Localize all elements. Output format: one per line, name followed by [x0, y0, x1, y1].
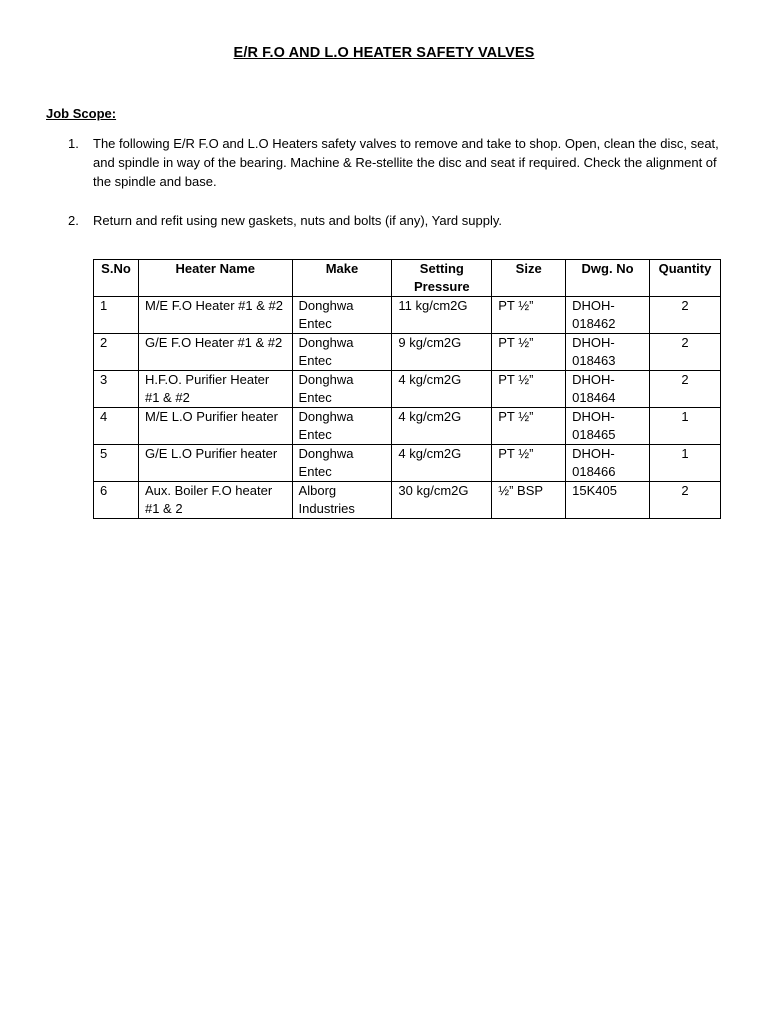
cell-size: PT ½” — [492, 408, 566, 445]
table-row — [94, 297, 721, 334]
cell-heater-name: Aux. Boiler F.O heater #1 & 2 — [138, 482, 292, 519]
cell-sno: 2 — [94, 334, 139, 371]
cell-heater-name: M/E F.O Heater #1 & #2 — [138, 297, 292, 334]
header-quantity: Quantity — [649, 260, 720, 297]
cell-make: Donghwa Entec — [292, 334, 392, 371]
table-row — [94, 482, 721, 519]
cell-quantity: 2 — [649, 297, 720, 334]
cell-setting-pressure: 11 kg/cm2G — [392, 297, 492, 334]
cell-heater-name: H.F.O. Purifier Heater #1 & #2 — [138, 371, 292, 408]
cell-dwg-no: DHOH-018465 — [566, 408, 650, 445]
cell-sno: 5 — [94, 445, 139, 482]
cell-make: Donghwa Entec — [292, 445, 392, 482]
cell-sno: 6 — [94, 482, 139, 519]
scope-item-text: The following E/R F.O and L.O Heaters safety valves to remove and take to shop. Open, clean the disc, seat, and spindle in way of the bearing. Machine & Re-stellite the disc and seat if required. Check the alignment of the spindle and base. — [93, 136, 719, 189]
header-sno: S.No — [94, 260, 139, 297]
cell-make: Donghwa Entec — [292, 297, 392, 334]
cell-size: PT ½” — [492, 297, 566, 334]
job-scope-heading: Job Scope: — [46, 106, 117, 121]
cell-heater-name: M/E L.O Purifier heater — [138, 408, 292, 445]
scope-item-text: Return and refit using new gaskets, nuts and bolts (if any), Yard supply. — [93, 213, 502, 228]
safety-valves-table — [93, 259, 721, 519]
cell-quantity: 1 — [649, 408, 720, 445]
table-row — [94, 371, 721, 408]
cell-make: Donghwa Entec — [292, 408, 392, 445]
header-dwg-no: Dwg. No — [566, 260, 650, 297]
cell-dwg-no: DHOH-018464 — [566, 371, 650, 408]
cell-heater-name: G/E F.O Heater #1 & #2 — [138, 334, 292, 371]
cell-dwg-no: DHOH-018463 — [566, 334, 650, 371]
table-row — [94, 334, 721, 371]
header-make: Make — [292, 260, 392, 297]
document-title: E/R F.O AND L.O HEATER SAFETY VALVES — [233, 45, 535, 61]
cell-setting-pressure: 4 kg/cm2G — [392, 371, 492, 408]
cell-dwg-no: DHOH-018462 — [566, 297, 650, 334]
cell-setting-pressure: 30 kg/cm2G — [392, 482, 492, 519]
header-heater-name: Heater Name — [138, 260, 292, 297]
scope-item-number: 2. — [68, 213, 79, 228]
cell-size: PT ½” — [492, 371, 566, 408]
cell-setting-pressure: 4 kg/cm2G — [392, 408, 492, 445]
cell-size: ½” BSP — [492, 482, 566, 519]
cell-quantity: 2 — [649, 334, 720, 371]
cell-sno: 1 — [94, 297, 139, 334]
cell-make: Alborg Industries — [292, 482, 392, 519]
cell-size: PT ½” — [492, 334, 566, 371]
table-row — [94, 408, 721, 445]
table-row — [94, 445, 721, 482]
table-header-row — [94, 260, 721, 297]
cell-sno: 3 — [94, 371, 139, 408]
cell-quantity: 1 — [649, 445, 720, 482]
cell-dwg-no: DHOH-018466 — [566, 445, 650, 482]
cell-setting-pressure: 4 kg/cm2G — [392, 445, 492, 482]
scope-item-number: 1. — [68, 136, 79, 151]
header-size: Size — [492, 260, 566, 297]
cell-quantity: 2 — [649, 482, 720, 519]
cell-quantity: 2 — [649, 371, 720, 408]
cell-dwg-no: 15K405 — [566, 482, 650, 519]
header-setting-pressure: Setting Pressure — [392, 260, 492, 297]
cell-make: Donghwa Entec — [292, 371, 392, 408]
cell-setting-pressure: 9 kg/cm2G — [392, 334, 492, 371]
cell-heater-name: G/E L.O Purifier heater — [138, 445, 292, 482]
cell-size: PT ½” — [492, 445, 566, 482]
cell-sno: 4 — [94, 408, 139, 445]
